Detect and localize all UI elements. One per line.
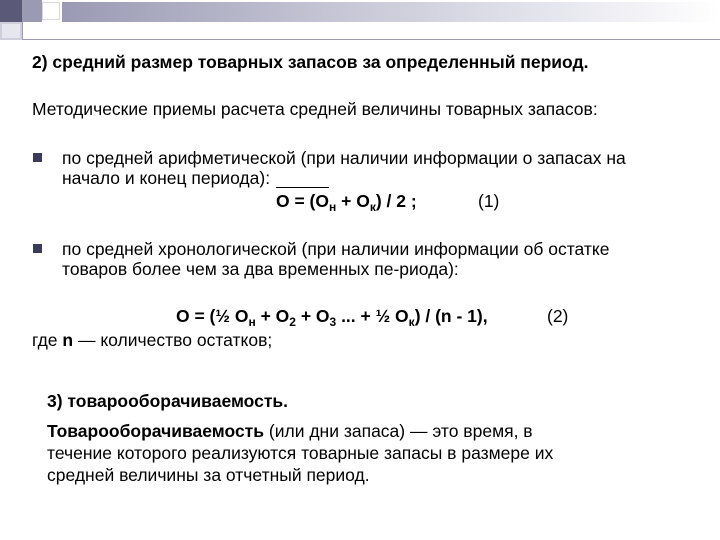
where-rest: — количество остатков; <box>73 330 273 350</box>
formula1-sub-n: н <box>329 200 337 214</box>
formula2-p1: О = (½ О <box>176 306 249 326</box>
header-divider <box>22 39 720 40</box>
formula1-plus: + О <box>336 191 370 211</box>
deco-square-5 <box>2 24 20 38</box>
bullet-marker-1 <box>33 153 42 162</box>
formula2-sub-3: 3 <box>329 315 337 329</box>
section3-def-line1 <box>47 421 533 441</box>
formula1-lhs: О = (О <box>276 191 329 211</box>
section3-def-line2: течение которого реализуются товарные запасы в размере их <box>47 443 554 463</box>
methods-intro: Методические приемы расчета средней величины товарных запасов: <box>32 99 598 119</box>
where-line <box>32 330 272 350</box>
formula2-number: (2) <box>547 306 569 326</box>
header-gradient-bar <box>62 2 720 22</box>
bullet2-line1: по средней хронологической (при наличии информации об остатке <box>62 239 610 259</box>
formula-chronological <box>176 306 488 329</box>
deco-square-3 <box>42 2 60 20</box>
formula2-sub-2: 2 <box>289 315 296 329</box>
formula1-number: (1) <box>478 191 500 211</box>
formula2-p5: ) / (n - 1), <box>414 306 488 326</box>
deco-square-1 <box>0 0 22 22</box>
bullet1-line2: начало и конец периода): <box>62 168 271 188</box>
deco-square-2 <box>22 0 42 22</box>
formula1-sub-k: к <box>369 200 376 214</box>
where-n: n <box>62 330 74 350</box>
section3-term: Товарооборачиваемость <box>47 421 265 441</box>
formula2-sub-k: к <box>408 315 415 329</box>
where-prefix: где <box>32 330 63 350</box>
heading: 2) средний размер товарных запасов за определенный период. <box>32 52 589 72</box>
formula-arithmetic <box>276 191 417 214</box>
formula2-p2: + О <box>255 306 290 326</box>
section3-def-line3: средней величины за отчетный период. <box>47 465 370 485</box>
formula1-rest: ) / 2 ; <box>375 191 417 211</box>
formula2-sub-n: н <box>248 315 256 329</box>
header-divider-vertical <box>22 22 23 40</box>
bullet-marker-2 <box>33 244 42 253</box>
section3-def1: (или дни запаса) — это время, в <box>264 421 533 441</box>
section3-title: 3) товарооборачиваемость. <box>47 391 289 411</box>
bullet2-line2: товаров более чем за два временных пе-риода): <box>62 259 459 279</box>
formula2-p4: ... + ½ О <box>336 306 409 326</box>
bullet1-line1: по средней арифметической (при наличии информации о запасах на <box>62 148 626 168</box>
formula2-p3: + О <box>295 306 330 326</box>
